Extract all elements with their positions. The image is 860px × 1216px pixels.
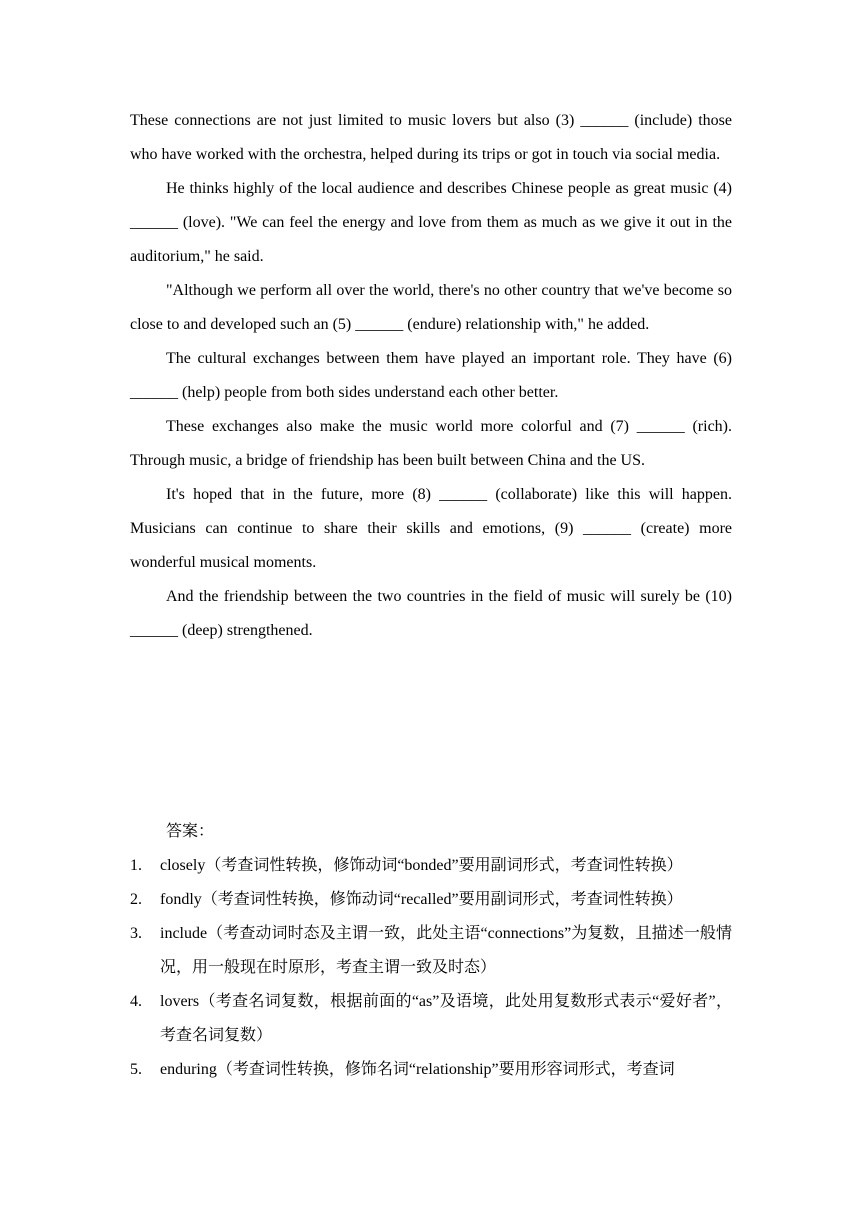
answer-text: include（考查动词时态及主谓一致，此处主语“connections”为复数，且描述一般情况，用一般现在时原形，考查主谓一致及时态） [160,925,732,976]
answer-section [130,815,732,1087]
passage-paragraph: These connections are not just limited to music lovers but also (3) ______ (include) those who have worked with the orchestra, helped during its trips or got in touch via social media. [130,112,732,163]
answer-item [130,1053,732,1087]
passage-paragraph: And the friendship between the two countries in the field of music will surely be (10) ______ (deep) strengthened. [130,588,732,639]
answer-number: 3. [130,925,142,942]
passage-paragraph: The cultural exchanges between them have played an important role. They have (6) ______ (help) people from both sides understand each other better. [130,350,732,401]
answer-number: 5. [130,1061,142,1078]
answer-item [130,917,732,985]
answer-text: closely（考查词性转换，修饰动词“bonded”要用副词形式，考查词性转换） [160,857,683,874]
answer-number: 2. [130,891,142,908]
passage [130,104,732,648]
answer-list [130,849,732,1087]
passage-paragraph: "Although we perform all over the world, there's no other country that we've become so close to and developed such an (5) ______ (endure) relationship with," he added. [130,282,732,333]
passage-paragraph: These exchanges also make the music world more colorful and (7) ______ (rich). Through music, a bridge of friendship has been built between China and the US. [130,418,732,469]
answer-item [130,849,732,883]
answer-text: enduring（考查词性转换，修饰名词“relationship”要用形容词形式，考查词 [160,1061,675,1078]
answers-title: 答案： [166,823,215,840]
passage-paragraph: He thinks highly of the local audience and describes Chinese people as great music (4) ______ (love). "We can feel the energy and love from them as much as we give it out in the auditorium," he said. [130,180,732,265]
answer-item [130,883,732,917]
passage-paragraph: It's hoped that in the future, more (8) ______ (collaborate) like this will happen. Musicians can continue to share their skills and emotions, (9) ______ (create) more wonderful musical moments. [130,486,732,571]
answer-number: 4. [130,993,142,1010]
answer-item [130,985,732,1053]
answer-text: lovers（考查名词复数，根据前面的“as”及语境，此处用复数形式表示“爱好者”，考查名词复数） [160,993,732,1044]
answer-number: 1. [130,857,142,874]
answer-text: fondly（考查词性转换，修饰动词“recalled”要用副词形式，考查词性转换） [160,891,683,908]
